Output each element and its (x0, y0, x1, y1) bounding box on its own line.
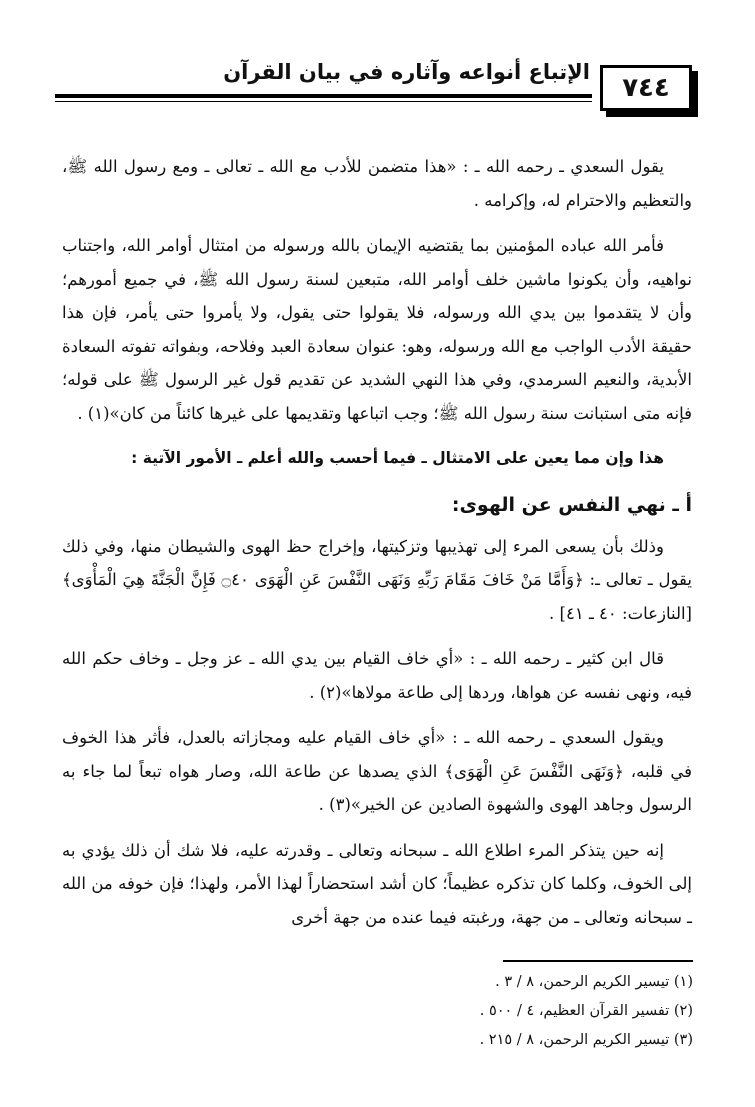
page-header (55, 52, 700, 122)
paragraph-bold: هذا وإن مما يعين على الامتثال ـ فيما أحسب والله أعلم ـ الأمور الآتية : (131, 449, 664, 467)
paragraph: وذلك بأن يسعى المرء إلى تهذيبها وتزكيتها، وإخراج حظ الهوى والشيطان منها، وفي ذلك يقول ـ تعالى ـ: ﴿وَأَمَّا مَنْ خَافَ مَقَامَ رَبِّهِ وَنَهَى النَّفْسَ عَنِ الْهَوَى ۝٤٠ فَإِنَّ الْجَنَّةَ هِيَ الْمَأْوَى﴾ [النازعات: ٤٠ ـ ٤١] . (62, 536, 692, 623)
footnote-separator (503, 960, 693, 962)
footnote: (٣) تيسير الكريم الرحمن، ٨ / ٢١٥ . (479, 1032, 693, 1048)
footnotes (63, 968, 693, 1055)
header-rule-thin (55, 101, 592, 102)
paragraph: قال ابن كثير ـ رحمه الله ـ : «أي خاف القيام بين يدي الله ـ عز وجل ـ وخاف حكم الله فيه، ونهى نفسه عن هواها، وردها إلى طاعة مولاها»(٢) . (62, 649, 692, 702)
footnote: (٢) تفسير القرآن العظيم، ٤ / ٥٠٠ . (479, 1003, 693, 1019)
header-rule (55, 94, 592, 98)
paragraph: إنه حين يتذكر المرء اطلاع الله ـ سبحانه وتعالى ـ وقدرته عليه، فلا شك أن ذلك يؤدي به إلى الخوف، وكلما كان تذكره عظيماً؛ كان أشد استحضاراً لهذا الأمر، ولهذا؛ فإن خوفه من الله ـ سبحانه وتعالى ـ من جهة، ورغبته فيما عنده من جهة أخرى (62, 840, 692, 927)
section-heading: أ ـ نهي النفس عن الهوى: (451, 493, 692, 516)
paragraph: يقول السعدي ـ رحمه الله ـ : «هذا متضمن للأدب مع الله ـ تعالى ـ ومع رسول الله ﷺ، والتعظيم والاحترام له، وإكرامه . (62, 157, 692, 210)
running-title: الإتباع أنواعه وآثاره في بيان القرآن (223, 60, 590, 84)
paragraph: ويقول السعدي ـ رحمه الله ـ : «أي خاف القيام عليه ومجازاته بالعدل، فأثر هذا الخوف في قلبه، ﴿وَنَهَى النَّفْسَ عَنِ الْهَوَى﴾ الذي يصدها عن طاعة الله، وصار هواه تبعاً لما جاء به الرسول وجاهد الهوى والشهوة الصادين عن الخير»(٣) . (62, 728, 692, 814)
page-number: ٧٤٤ (600, 65, 692, 111)
body-text (62, 150, 692, 946)
footnote: (١) تيسير الكريم الرحمن، ٨ / ٣ . (495, 974, 693, 990)
paragraph: فأمر الله عباده المؤمنين بما يقتضيه الإيمان بالله ورسوله من امتثال أوامر الله، واجتناب نواهيه، وأن يكونوا ماشين خلف أوامر الله، متبعين لسنة رسول الله ﷺ، في جميع أمورهم؛ وأن لا يتقدموا بين يدي الله ورسوله، فلا يقولوا حتى يقول، ولا يأمروا حتى يأمر، فإن هذا حقيقة الأدب الواجب مع الله ورسوله، وهو: عنوان سعادة العبد وفلاحه، وبفواته تفوته السعادة الأبدية، والنعيم السرمدي، وفي هذا النهي الشديد عن تقديم قول غير الرسول ﷺ على قوله؛ فإنه متى استبانت سنة رسول الله ﷺ؛ وجب اتباعها وتقديمها على غيرها كائناً من كان»(١) . (62, 236, 692, 423)
